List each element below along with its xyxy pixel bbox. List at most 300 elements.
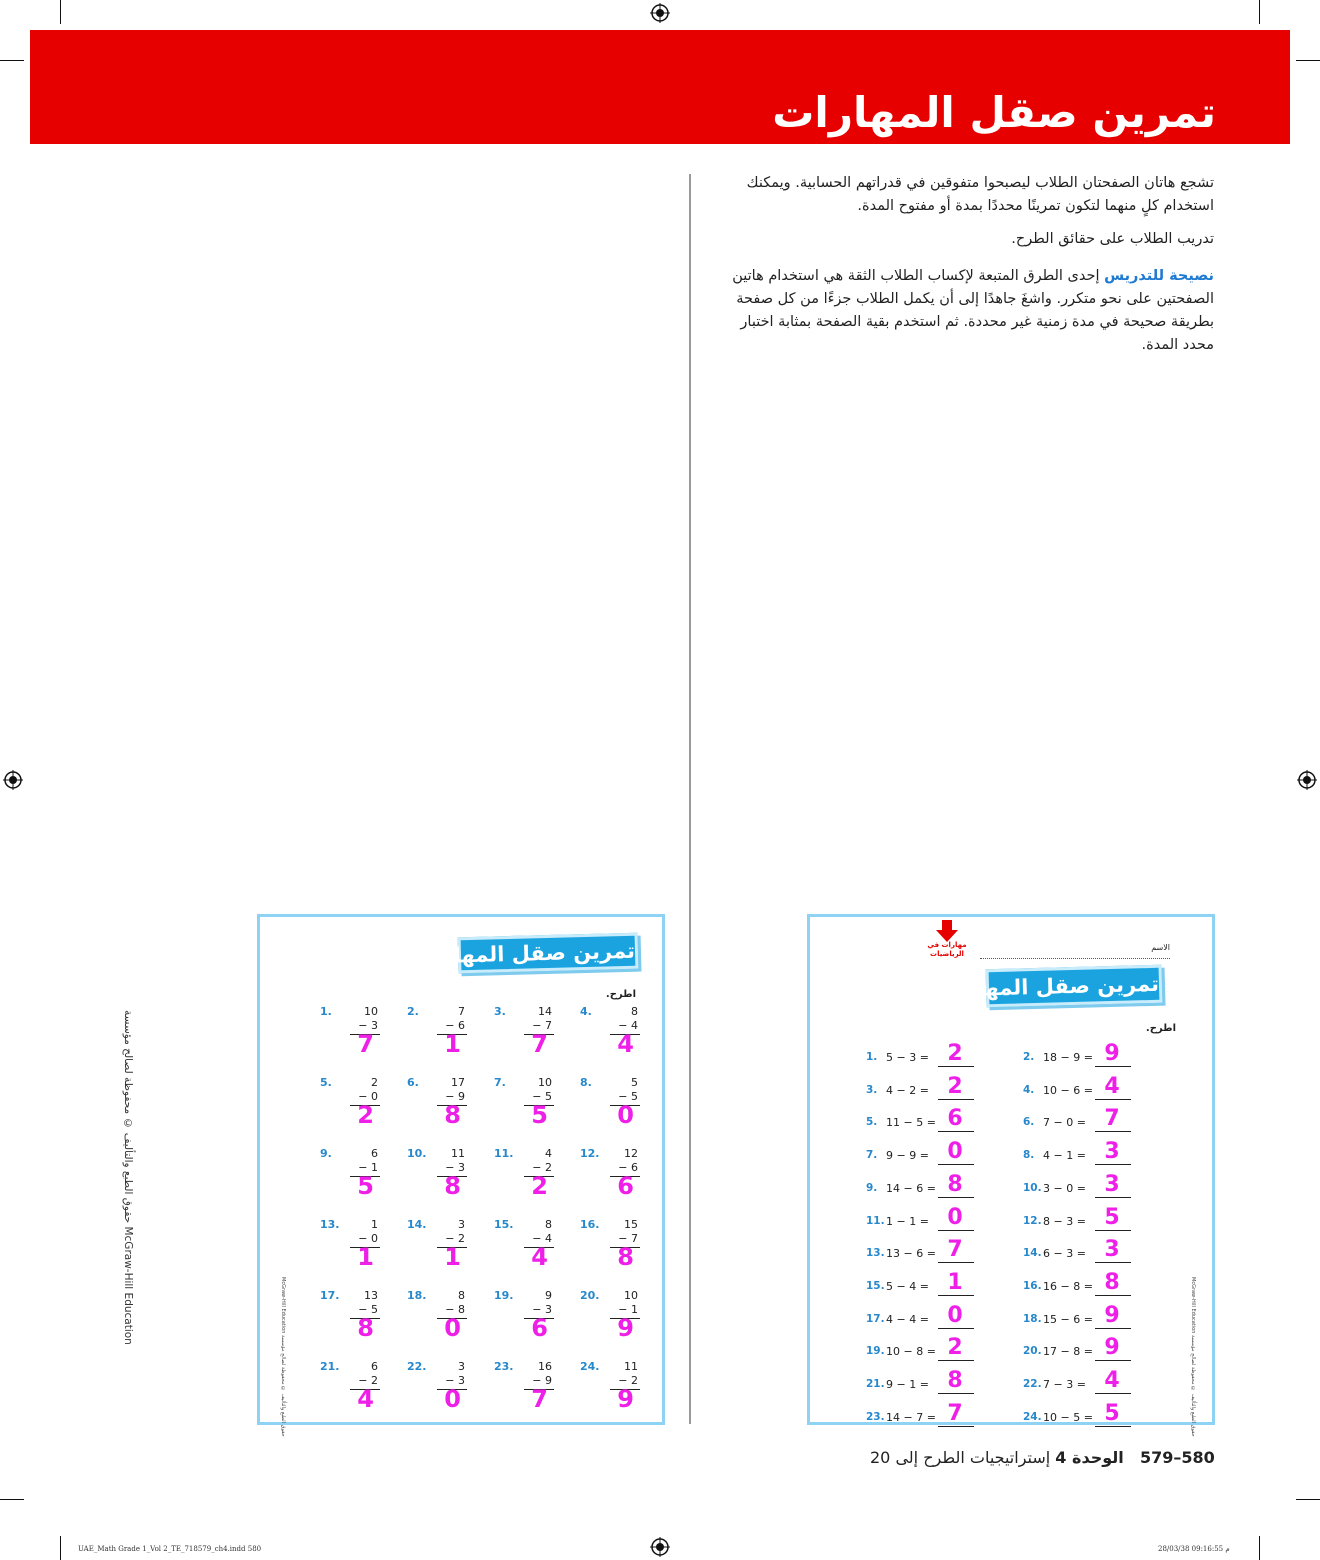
answer-rule (938, 1230, 974, 1231)
minuend: 1 (371, 1218, 378, 1231)
subtrahend: 2 (458, 1232, 465, 1245)
subtrahend: 6 (458, 1019, 465, 1032)
worksheet-banner: تمرين صقل المهارات (458, 933, 639, 974)
horizontal-subtraction-problem (866, 1303, 1016, 1333)
minuend: 11 (624, 1360, 638, 1373)
answer-rule (938, 1066, 974, 1067)
footer-lesson (870, 1448, 1124, 1467)
minuend: 10 (364, 1005, 378, 1018)
print-slug-file: UAE_Math Grade 1_Vol 2_TE_718579_ch4.indd 580 (78, 1545, 262, 1553)
crop-mark (0, 1499, 24, 1500)
subtrahend: 4 (631, 1019, 638, 1032)
subtrahend-row: − 2 (532, 1161, 552, 1174)
subtrahend-row: − 9 (532, 1374, 552, 1387)
problem-number: 7. (494, 1076, 506, 1089)
vertical-subtraction-problem (320, 1005, 400, 1063)
vertical-subtraction-problem (407, 1076, 487, 1134)
answer-rule (1095, 1197, 1131, 1198)
vertical-subtraction-problem (580, 1360, 660, 1418)
problem-number: 11. (866, 1214, 885, 1227)
subtrahend-row: − 4 (618, 1019, 638, 1032)
answer: 8 (357, 1314, 374, 1342)
problem-number: 15. (866, 1279, 885, 1292)
subtrahend: 1 (631, 1303, 638, 1316)
vertical-subtraction-problem (580, 1076, 660, 1134)
vertical-subtraction-problem (320, 1218, 400, 1276)
intro-paragraph: تشجع هاتان الصفحتان الطلاب ليصبحوا متفوقين في قدراتهم الحسابية. ويمكنك استخدام كلٍ منهما لتكون تمرينًا محددًا بمدة أو مفتوح المدة. (746, 175, 1214, 214)
crop-mark (60, 0, 61, 24)
minuend: 5 (631, 1076, 638, 1089)
subtrahend: 7 (545, 1019, 552, 1032)
worksheet-thumbnail-vertical (257, 914, 665, 1437)
teaching-tip (718, 265, 1214, 357)
vertical-subtraction-problem (407, 1218, 487, 1276)
subtrahend-row: − 1 (358, 1161, 378, 1174)
subtrahend: 9 (545, 1374, 552, 1387)
equation: 10 − 5 = (1043, 1410, 1093, 1424)
problem-number: 12. (1023, 1214, 1042, 1227)
horizontal-subtraction-problem (866, 1205, 1016, 1235)
subtrahend-row: − 0 (358, 1090, 378, 1103)
answer: 9 (1104, 1335, 1120, 1361)
subtrahend: 3 (371, 1019, 378, 1032)
problem-number: 12. (580, 1147, 600, 1160)
horizontal-subtraction-problem (1023, 1041, 1173, 1071)
answer-rule (1095, 1262, 1131, 1263)
subtrahend: 5 (371, 1303, 378, 1316)
vertical-subtraction-problem (494, 1289, 574, 1347)
subtrahend-row: − 3 (445, 1161, 465, 1174)
problem-number: 5. (320, 1076, 332, 1089)
minuend: 12 (624, 1147, 638, 1160)
vertical-subtraction-problem (580, 1005, 660, 1063)
horizontal-subtraction-problem (866, 1172, 1016, 1202)
subtrahend-row: − 7 (532, 1019, 552, 1032)
vertical-subtraction-problem (494, 1147, 574, 1205)
answer-rule (1095, 1426, 1131, 1427)
problem-number: 19. (494, 1289, 514, 1302)
answer-rule (938, 1131, 974, 1132)
equation: 8 − 3 = (1043, 1214, 1086, 1228)
answer: 1 (947, 1269, 963, 1295)
minuend: 6 (371, 1147, 378, 1160)
problem-number: 3. (866, 1083, 878, 1096)
problem-number: 2. (407, 1005, 419, 1018)
subtrahend: 4 (545, 1232, 552, 1245)
vertical-subtraction-problem (407, 1360, 487, 1418)
horizontal-subtraction-problem (866, 1270, 1016, 1300)
vertical-subtraction-problem (494, 1005, 574, 1063)
subtrahend-row: − 3 (445, 1374, 465, 1387)
answer: 7 (531, 1385, 548, 1413)
equation: 14 − 7 = (886, 1410, 936, 1424)
answer: 3 (1104, 1237, 1120, 1263)
subtrahend-row: − 7 (618, 1232, 638, 1245)
equation: 5 − 3 = (886, 1051, 929, 1064)
problem-number: 1. (320, 1005, 332, 1018)
crop-mark (1259, 0, 1260, 24)
horizontal-subtraction-problem (866, 1368, 1016, 1398)
answer-rule (1095, 1066, 1131, 1067)
crop-mark (1259, 1536, 1260, 1560)
answer-rule (938, 1164, 974, 1165)
answer: 9 (617, 1385, 634, 1413)
answer: 2 (947, 1073, 963, 1099)
subtrahend: 6 (631, 1161, 638, 1174)
answer: 8 (444, 1101, 461, 1129)
equation: 5 − 4 = (886, 1279, 929, 1293)
intro-text (718, 172, 1214, 367)
equation: 9 − 1 = (886, 1378, 929, 1391)
problem-number: 6. (1023, 1116, 1035, 1129)
answer: 6 (617, 1172, 634, 1200)
answer: 2 (947, 1335, 963, 1361)
subtrahend: 9 (458, 1090, 465, 1103)
subtrahend-row: − 3 (358, 1019, 378, 1032)
minuend: 8 (631, 1005, 638, 1018)
answer: 2 (947, 1041, 963, 1066)
answer: 9 (1104, 1041, 1120, 1066)
problem-number: 11. (494, 1147, 514, 1160)
minuend: 17 (451, 1076, 465, 1089)
vertical-subtraction-problem (407, 1005, 487, 1063)
problem-number: 16. (1023, 1279, 1042, 1292)
problem-number: 4. (580, 1005, 592, 1018)
problem-number: 2. (1023, 1051, 1035, 1063)
answer-rule (938, 1426, 974, 1427)
problem-number: 22. (407, 1360, 427, 1373)
problem-number: 20. (1023, 1345, 1042, 1358)
problem-number: 6. (407, 1076, 419, 1089)
subtrahend-row: − 3 (532, 1303, 552, 1316)
equation: 7 − 0 = (1043, 1116, 1086, 1130)
answer-rule (938, 1197, 974, 1198)
problem-number: 13. (320, 1218, 340, 1231)
answer: 0 (617, 1101, 634, 1129)
minuend: 11 (451, 1147, 465, 1160)
horizontal-subtraction-problem (866, 1139, 1016, 1169)
vertical-subtraction-problem (407, 1147, 487, 1205)
answer: 0 (444, 1314, 461, 1342)
horizontal-subtraction-problem (1023, 1139, 1173, 1169)
worksheet-banner: تمرين صقل المهارات (986, 965, 1163, 1008)
name-field (980, 945, 1170, 959)
problem-number: 13. (866, 1247, 885, 1260)
answer: 3 (1104, 1171, 1120, 1197)
horizontal-subtraction-problem (866, 1335, 1016, 1365)
copyright-credit: حقوق الطبع والتأليف © محفوظة لصالح مؤسسة McGraw-Hill Education (122, 1010, 134, 1345)
horizontal-subtraction-problem (1023, 1303, 1173, 1333)
problem-number: 17. (866, 1312, 885, 1325)
problem-number: 15. (494, 1218, 514, 1231)
horizontal-subtraction-problem (1023, 1106, 1173, 1136)
subtrahend: 5 (545, 1090, 552, 1103)
vertical-subtraction-problem (320, 1147, 400, 1205)
skills-badge: مهارات في الرياضيات (927, 941, 967, 958)
subtrahend: 3 (458, 1374, 465, 1387)
minuend: 13 (364, 1289, 378, 1302)
problem-number: 18. (407, 1289, 427, 1302)
intro-paragraph: تدريب الطلاب على حقائق الطرح. (1011, 231, 1214, 247)
subtrahend-row: − 5 (532, 1090, 552, 1103)
answer-rule (938, 1360, 974, 1361)
problem-number: 21. (320, 1360, 340, 1373)
footer-lesson-text: إستراتيجيات الطرح إلى 20 (870, 1448, 1051, 1467)
answer: 4 (1104, 1073, 1120, 1099)
subtrahend: 7 (631, 1232, 638, 1245)
horizontal-subtraction-problem (1023, 1270, 1173, 1300)
subtrahend: 5 (631, 1090, 638, 1103)
minuend: 3 (458, 1218, 465, 1231)
problem-number: 18. (1023, 1312, 1042, 1325)
minuend: 10 (624, 1289, 638, 1302)
answer: 5 (357, 1172, 374, 1200)
subtrahend-row: − 8 (445, 1303, 465, 1316)
minuend: 14 (538, 1005, 552, 1018)
answer: 4 (357, 1385, 374, 1413)
vertical-subtraction-problem (580, 1218, 660, 1276)
horizontal-subtraction-problem (866, 1041, 1016, 1071)
registration-mark-icon (3, 770, 23, 790)
worksheet-thumbnail-horizontal (807, 914, 1215, 1437)
column-divider (689, 174, 691, 1424)
teaching-tip-text: إحدى الطرق المتبعة لإكساب الطلاب الثقة هي استخدام هاتين الصفحتين على نحو متكرر. واشغَ جاهدًا إلى أن يكمل الطلاب جزءًا من كل صفحة بطريقة صحيحة في مدة زمنية غير محددة. ثم استخدم بقية الصفحة بمثابة اختبار محدد المدة. (732, 268, 1214, 353)
minuend: 6 (371, 1360, 378, 1373)
answer: 7 (947, 1237, 963, 1263)
equation: 13 − 6 = (886, 1247, 936, 1261)
answer: 5 (1104, 1204, 1120, 1230)
horizontal-subtraction-problem (1023, 1172, 1173, 1202)
equation: 1 − 1 = (886, 1214, 929, 1228)
problem-number: 21. (866, 1378, 885, 1390)
horizontal-subtraction-problem (866, 1401, 1016, 1431)
problem-number: 1. (866, 1051, 878, 1063)
equation: 4 − 4 = (886, 1312, 929, 1326)
answer: 4 (617, 1030, 634, 1058)
answer: 7 (357, 1030, 374, 1058)
horizontal-subtraction-problem (1023, 1368, 1173, 1398)
minuend: 3 (458, 1360, 465, 1373)
subtrahend: 2 (545, 1161, 552, 1174)
answer-rule (938, 1295, 974, 1296)
problem-number: 10. (1023, 1181, 1042, 1194)
minuend: 9 (545, 1289, 552, 1302)
equation: 10 − 6 = (1043, 1083, 1093, 1097)
answer-rule (1095, 1099, 1131, 1100)
equation: 15 − 6 = (1043, 1312, 1093, 1326)
problem-number: 22. (1023, 1378, 1042, 1390)
problem-number: 20. (580, 1289, 600, 1302)
problem-number: 14. (1023, 1247, 1042, 1260)
answer: 1 (444, 1030, 461, 1058)
registration-mark-icon (650, 1537, 670, 1557)
worksheet-instruction: اطرح. (1145, 1023, 1176, 1034)
problem-number: 19. (866, 1345, 885, 1358)
answer-rule (1095, 1164, 1131, 1165)
page-numbers: 579–580 (1140, 1448, 1215, 1467)
vertical-subtraction-problem (494, 1076, 574, 1134)
subtrahend-row: − 0 (358, 1232, 378, 1245)
subtrahend: 1 (371, 1161, 378, 1174)
name-label: الاسم (1151, 943, 1170, 952)
answer: 0 (947, 1139, 963, 1165)
print-slug-date: 28/03/38 09:16:55 م (1158, 1545, 1230, 1553)
equation: 9 − 9 = (886, 1149, 929, 1163)
horizontal-subtraction-problem (1023, 1074, 1173, 1104)
horizontal-subtraction-problem (1023, 1205, 1173, 1235)
problem-number: 23. (494, 1360, 514, 1373)
problem-number: 10. (407, 1147, 427, 1160)
equation: 16 − 8 = (1043, 1279, 1093, 1293)
registration-mark-icon (1297, 770, 1317, 790)
answer: 8 (1104, 1269, 1120, 1295)
vertical-subtraction-problem (580, 1147, 660, 1205)
answer: 4 (531, 1243, 548, 1271)
answer: 7 (947, 1400, 963, 1426)
equation: 6 − 3 = (1043, 1247, 1086, 1261)
vertical-subtraction-problem (494, 1218, 574, 1276)
worksheet-instruction: اطرح. (605, 989, 636, 1000)
answer: 8 (947, 1368, 963, 1393)
subtrahend: 8 (458, 1303, 465, 1316)
subtrahend: 3 (458, 1161, 465, 1174)
answer-rule (1095, 1360, 1131, 1361)
answer: 2 (531, 1172, 548, 1200)
answer-rule (1095, 1393, 1131, 1394)
subtrahend-row: − 6 (445, 1019, 465, 1032)
subtrahend-row: − 4 (532, 1232, 552, 1245)
subtrahend-row: − 1 (618, 1303, 638, 1316)
equation: 17 − 8 = (1043, 1345, 1093, 1359)
subtrahend-row: − 2 (358, 1374, 378, 1387)
answer: 9 (1104, 1302, 1120, 1328)
vertical-subtraction-problem (580, 1289, 660, 1347)
down-arrow-icon (936, 920, 958, 942)
crop-mark (0, 60, 24, 61)
minuend: 8 (458, 1289, 465, 1302)
answer: 8 (617, 1243, 634, 1271)
equation: 10 − 8 = (886, 1345, 936, 1359)
problem-number: 4. (1023, 1083, 1035, 1096)
answer: 0 (444, 1385, 461, 1413)
problem-number: 3. (494, 1005, 506, 1018)
equation: 3 − 0 = (1043, 1181, 1086, 1195)
answer: 5 (1104, 1400, 1120, 1426)
crop-mark (1296, 1499, 1320, 1500)
horizontal-subtraction-problem (866, 1106, 1016, 1136)
problem-number: 9. (866, 1181, 878, 1194)
vertical-subtraction-problem (320, 1360, 400, 1418)
footer-lesson-label: الوحدة 4 (1055, 1448, 1124, 1467)
equation: 11 − 5 = (886, 1116, 936, 1130)
answer: 3 (1104, 1139, 1120, 1165)
problem-number: 24. (1023, 1410, 1042, 1423)
answer: 8 (947, 1171, 963, 1197)
answer: 6 (531, 1314, 548, 1342)
page-title: تمرين صقل المهارات (772, 88, 1216, 137)
equation: 4 − 1 = (1043, 1149, 1086, 1163)
answer: 8 (444, 1172, 461, 1200)
problem-number: 9. (320, 1147, 332, 1160)
equation: 4 − 2 = (886, 1083, 929, 1097)
answer: 1 (357, 1243, 374, 1271)
answer-rule (938, 1393, 974, 1394)
horizontal-subtraction-problem (866, 1237, 1016, 1267)
problem-number: 14. (407, 1218, 427, 1231)
vertical-subtraction-problem (320, 1289, 400, 1347)
answer-rule (1095, 1230, 1131, 1231)
subtrahend: 2 (371, 1374, 378, 1387)
answer-rule (1095, 1328, 1131, 1329)
problem-number: 5. (866, 1116, 878, 1129)
minuend: 4 (545, 1147, 552, 1160)
answer: 4 (1104, 1368, 1120, 1393)
vertical-subtraction-problem (494, 1360, 574, 1418)
subtrahend: 0 (371, 1232, 378, 1245)
vertical-subtraction-problem (320, 1076, 400, 1134)
problem-number: 8. (580, 1076, 592, 1089)
vertical-subtraction-problem (407, 1289, 487, 1347)
equation: 18 − 9 = (1043, 1051, 1093, 1064)
problem-number: 7. (866, 1149, 878, 1162)
answer-rule (1095, 1295, 1131, 1296)
crop-mark (60, 1536, 61, 1560)
answer: 7 (531, 1030, 548, 1058)
horizontal-subtraction-problem (1023, 1335, 1173, 1365)
problem-number: 24. (580, 1360, 600, 1373)
subtrahend-row: − 2 (618, 1374, 638, 1387)
problem-number: 23. (866, 1410, 885, 1423)
registration-mark-icon (650, 3, 670, 23)
answer: 0 (947, 1204, 963, 1230)
minuend: 7 (458, 1005, 465, 1018)
mini-copyright-credit: McGraw-Hill Education حقوق الطبع والتأليف © محفوظة لصالح مؤسسة (280, 1277, 286, 1437)
problem-number: 16. (580, 1218, 600, 1231)
subtrahend-row: − 5 (618, 1090, 638, 1103)
answer: 0 (947, 1302, 963, 1328)
minuend: 16 (538, 1360, 552, 1373)
answer: 1 (444, 1243, 461, 1271)
equation: 14 − 6 = (886, 1181, 936, 1195)
mini-copyright-credit: McGraw-Hill Education حقوق الطبع والتأليف © محفوظة لصالح مؤسسة (1190, 1277, 1196, 1437)
answer: 6 (947, 1106, 963, 1132)
crop-mark (1296, 60, 1320, 61)
minuend: 8 (545, 1218, 552, 1231)
problem-number: 17. (320, 1289, 340, 1302)
subtrahend-row: − 6 (618, 1161, 638, 1174)
answer-rule (938, 1328, 974, 1329)
answer-rule (938, 1262, 974, 1263)
horizontal-subtraction-problem (1023, 1401, 1173, 1431)
answer-rule (938, 1099, 974, 1100)
answer: 9 (617, 1314, 634, 1342)
problem-number: 8. (1023, 1149, 1035, 1162)
minuend: 15 (624, 1218, 638, 1231)
subtrahend: 0 (371, 1090, 378, 1103)
horizontal-subtraction-problem (866, 1074, 1016, 1104)
answer-rule (1095, 1131, 1131, 1132)
subtrahend: 2 (631, 1374, 638, 1387)
equation: 7 − 3 = (1043, 1378, 1086, 1391)
subtrahend: 3 (545, 1303, 552, 1316)
teaching-tip-label: نصيحة للتدريس (1104, 268, 1214, 284)
minuend: 2 (371, 1076, 378, 1089)
answer: 7 (1104, 1106, 1120, 1132)
subtrahend-row: − 9 (445, 1090, 465, 1103)
answer: 5 (531, 1101, 548, 1129)
subtrahend-row: − 5 (358, 1303, 378, 1316)
minuend: 10 (538, 1076, 552, 1089)
